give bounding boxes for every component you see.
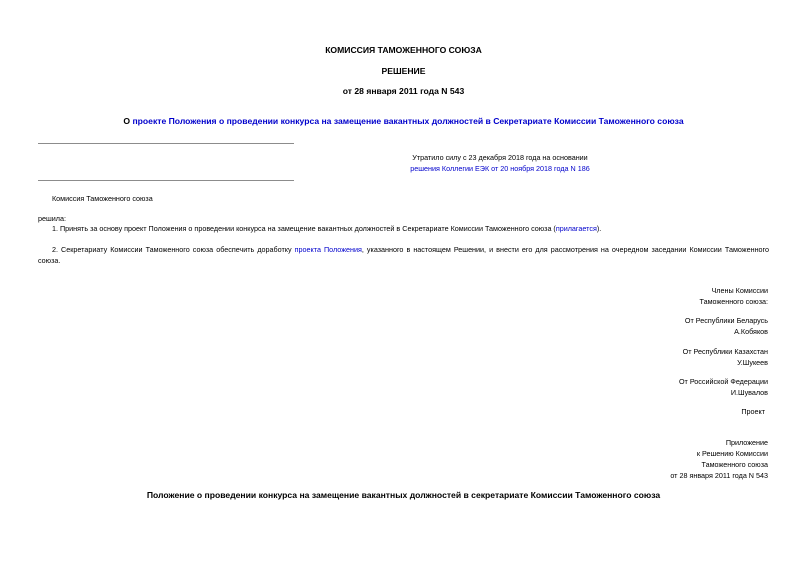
intro-text: Комиссия Таможенного союза xyxy=(52,194,153,203)
belarus-country: От Республики Беларусь xyxy=(684,316,768,325)
status-link-line xyxy=(300,164,700,173)
appendix-line-2: к Решению Комиссии xyxy=(696,449,768,458)
appendix-link[interactable]: прилагается xyxy=(555,224,597,233)
kazakhstan-signature xyxy=(683,346,768,368)
status-line: Утратило силу с 23 декабря 2018 года на основании xyxy=(412,153,588,162)
belarus-name: А.Кобяков xyxy=(734,327,768,336)
kazakhstan-country: От Республики Казахстан xyxy=(682,347,768,356)
decided-text: решила: xyxy=(38,214,66,223)
title-prefix: О xyxy=(123,116,133,126)
item-2-text: 2. Секретариату Комиссии Таможенного союза обеспечить доработку xyxy=(52,245,295,254)
appendix-block xyxy=(670,437,768,481)
members-line-2: Таможенного союза: xyxy=(699,297,768,306)
appendix-line-3: Таможенного союза xyxy=(701,460,768,469)
org-title: КОМИССИЯ ТАМОЖЕННОГО СОЮЗА xyxy=(325,45,482,55)
item-1-text: 1. Принять за основу проект Положения о проведении конкурса на замещение вакантных должностей в Секретариате Комиссии Таможенного союза ( xyxy=(52,224,556,233)
divider-bottom xyxy=(38,180,294,181)
item-2-end: , указанного в настоящем Решении, и внести его для рассмотрения на очередном заседании Комиссии Таможенного союза. xyxy=(38,245,770,265)
document-type: РЕШЕНИЕ xyxy=(381,66,426,76)
item-1 xyxy=(52,224,772,233)
document-title xyxy=(0,116,807,126)
document-date: от 28 января 2011 года N 543 xyxy=(342,86,465,96)
members-block xyxy=(700,285,768,307)
appendix-line-1: Приложение xyxy=(725,438,768,447)
item-1-end: ). xyxy=(596,224,602,233)
appendix-line-4: от 28 января 2011 года N 543 xyxy=(670,471,768,480)
russia-signature xyxy=(679,376,768,398)
russia-name: И.Шувалов xyxy=(730,388,768,397)
item-2 xyxy=(38,244,769,266)
title-link[interactable]: проекте Положения о проведении конкурса на замещение вакантных должностей в Секретариате Комиссии Таможенного союза xyxy=(132,116,684,126)
divider-top xyxy=(38,143,294,144)
project-label: Проект xyxy=(741,407,765,416)
belarus-signature xyxy=(685,315,768,337)
annex-title: Положение о проведении конкурса на замещение вакантных должностей в секретариате Комиссии Таможенного союза xyxy=(146,490,661,500)
members-line-1: Члены Комиссии xyxy=(711,286,768,295)
status-link[interactable]: решения Коллегии ЕЭК от 20 ноября 2018 года N 186 xyxy=(410,164,590,173)
kazakhstan-name: У.Шукеев xyxy=(737,358,768,367)
project-link[interactable]: проекта Положения xyxy=(294,245,362,254)
russia-country: От Российской Федерации xyxy=(678,377,768,386)
